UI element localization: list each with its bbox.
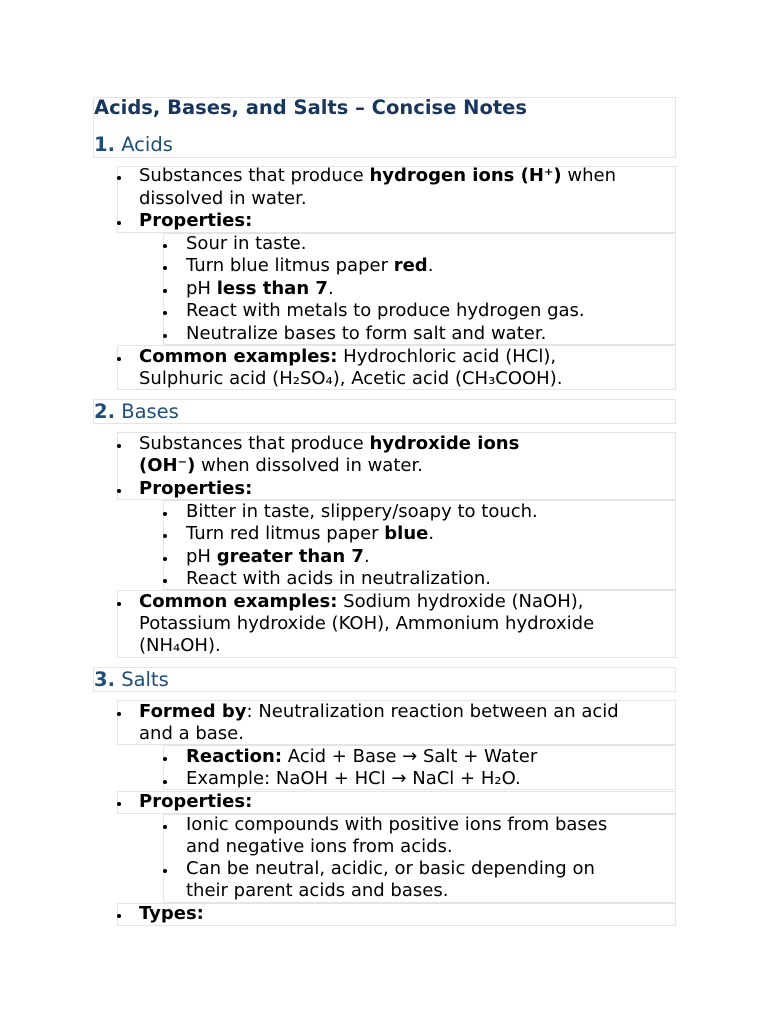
- salts-property-1-line2: and negative ions from acids.: [186, 836, 453, 857]
- acids-property-5: Neutralize bases to form salt and water.: [186, 323, 547, 344]
- bases-examples-line3: (NH₄OH).: [139, 635, 221, 656]
- bullet: [117, 712, 121, 716]
- section-number: 3.: [94, 668, 115, 691]
- bases-property-2: Turn red litmus paper blue.: [186, 523, 435, 544]
- section-number: 2.: [94, 400, 115, 423]
- acids-property-2: Turn blue litmus paper red.: [186, 255, 434, 276]
- section-title: Acids: [121, 133, 173, 156]
- bullet: [163, 757, 167, 761]
- bases-header-box: [93, 399, 676, 424]
- bullet: [117, 357, 121, 361]
- bases-definition-line2: (OH⁻) when dissolved in water.: [139, 455, 423, 476]
- bullet: [163, 869, 167, 873]
- acids-examples-line2: Sulphuric acid (H₂SO₄), Acetic acid (CH₃COOH).: [139, 368, 563, 389]
- salts-formed-line1: Formed by: Neutralization reaction between an acid: [139, 701, 619, 722]
- bases-examples-line2: Potassium hydroxide (KOH), Ammonium hydroxide: [139, 613, 595, 634]
- page-title: Acids, Bases, and Salts – Concise Notes: [94, 96, 528, 119]
- bullet: [117, 602, 121, 606]
- salts-reaction: Reaction: Acid + Base → Salt + Water: [186, 746, 538, 767]
- bases-heading: [94, 400, 179, 423]
- salts-heading: [94, 668, 169, 691]
- acids-definition-line2: dissolved in water.: [139, 188, 307, 209]
- section-title: Bases: [121, 400, 179, 423]
- bullet: [163, 512, 167, 516]
- bases-examples-line1: Common examples: Sodium hydroxide (NaOH),: [139, 591, 584, 612]
- salts-property-2-line1: Can be neutral, acidic, or basic depending on: [186, 858, 595, 879]
- bullet: [163, 579, 167, 583]
- bases-property-1: Bitter in taste, slippery/soapy to touch.: [186, 501, 538, 522]
- acids-heading: [94, 133, 173, 156]
- section-number: 1.: [94, 133, 115, 156]
- acids-property-4: React with metals to produce hydrogen gas.: [186, 300, 585, 321]
- salts-property-2-line2: their parent acids and bases.: [186, 880, 449, 901]
- salts-formed-line2: and a base.: [139, 723, 244, 744]
- bases-property-4: React with acids in neutralization.: [186, 568, 492, 589]
- salts-properties-label: Properties:: [139, 791, 253, 812]
- salts-example: Example: NaOH + HCl → NaCl + H₂O.: [186, 768, 521, 789]
- bullet: [163, 266, 167, 270]
- bullet: [117, 914, 121, 918]
- bullet: [163, 825, 167, 829]
- bullet: [163, 557, 167, 561]
- acids-property-1: Sour in taste.: [186, 233, 307, 254]
- salts-types-label: Types:: [139, 903, 204, 924]
- bases-properties-label: Properties:: [139, 478, 253, 499]
- bullet: [117, 489, 121, 493]
- section-title: Salts: [121, 668, 169, 691]
- bullet: [163, 334, 167, 338]
- bullet: [117, 221, 121, 225]
- bullet: [163, 244, 167, 248]
- bullet: [163, 311, 167, 315]
- bullet: [117, 176, 121, 180]
- bases-definition-line1: Substances that produce hydroxide ions: [139, 433, 520, 454]
- bullet: [163, 534, 167, 538]
- bases-property-3: pH greater than 7.: [186, 546, 370, 567]
- acids-properties-label: Properties:: [139, 210, 253, 231]
- bullet: [163, 289, 167, 293]
- acids-examples-line1: Common examples: Hydrochloric acid (HCl),: [139, 346, 557, 367]
- acids-property-3: pH less than 7.: [186, 278, 334, 299]
- acids-definition-line1: Substances that produce hydrogen ions (H⁺) when: [139, 165, 616, 186]
- salts-header-box: [93, 667, 676, 692]
- bullet: [117, 802, 121, 806]
- bullet: [117, 444, 121, 448]
- salts-property-1-line1: Ionic compounds with positive ions from bases: [186, 814, 608, 835]
- bullet: [163, 780, 167, 784]
